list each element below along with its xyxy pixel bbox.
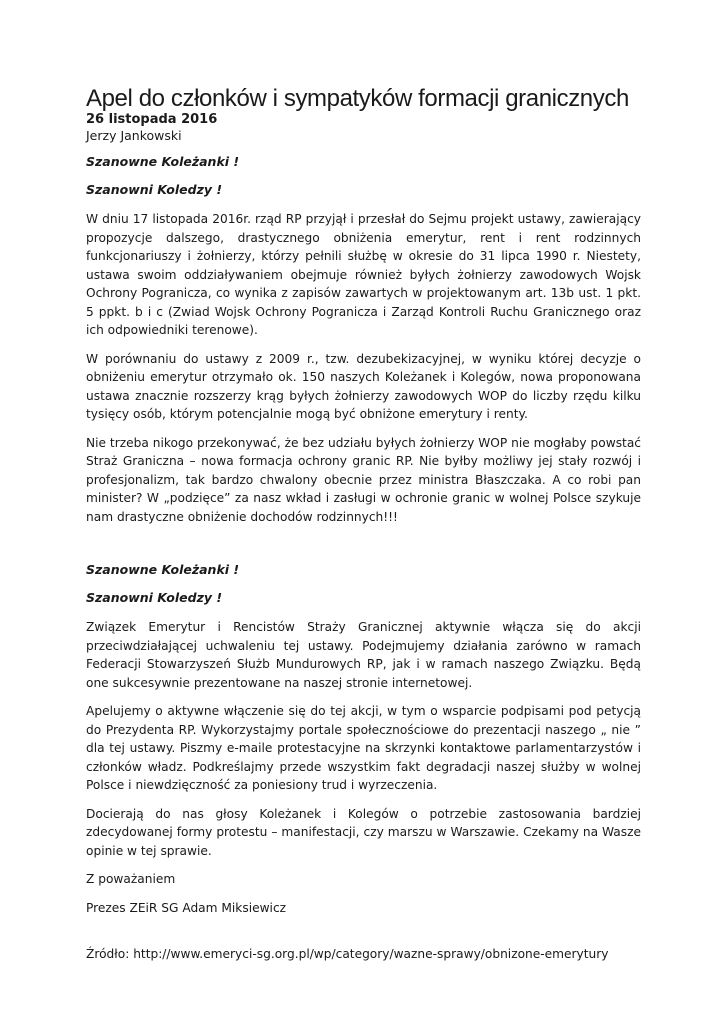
paragraph: Apelujemy o aktywne włączenie się do tej akcji, w tym o wsparcie podpisami pod petycją do Prezydenta RP. Wykorzystajmy portale społecznościowe do prezentacji naszego „ nie ” dla tej ustawy. Piszmy e-maile protestacyjne na skrzynki kontaktowe parlamentarzystów i członków władz. Podkreślajmy przede wszystkim fakt degradacji naszej służby w wolnej Polsce i niewdzięczność za poniesiony trud i wyrzeczenia. [86,704,641,792]
greeting-colleagues-female: Szanowne Koleżanki ! [86,154,240,169]
paragraph: W dniu 17 listopada 2016r. rząd RP przyjął i przesłał do Sejmu projekt ustawy, zawierający propozycje dalszego, drastycznego obniżenia emerytur, rent i rent rodzinnych funkcjonariuszy i żołnierzy, którzy pełnili służbę w okresie do 31 lipca 1990 r. Niestety, ustawa swoim oddziaływaniem obejmuje również byłych żołnierzy zawodowych Wojsk Ochrony Pogranicza, co wynika z zapisów zawartych w projektowanym art. 13b ust. 1 pkt. 5 ppkt. b i c (Zwiad Wojsk Ochrony Pogranicza i Zarząd Kontroli Ruchu Granicznego oraz ich odpowiedniki terenowe). [86,212,641,337]
signature: Prezes ZEiR SG Adam Miksiewicz [86,900,287,915]
document-page [86,86,641,963]
source-link[interactable]: http://www.emeryci-sg.org.pl/wp/category/wazne-sprawy/obnizone-emerytury [133,947,609,961]
paragraph: Nie trzeba nikogo przekonywać, że bez udziału byłych żołnierzy WOP nie mogłaby powstać Straż Graniczna – nowa formacja ochrony granic RP. Nie byłby możliwy jej stały rozwój i profesjonalizm, tak bardzo chwalony obecnie przez ministra Błaszczaka. A co robi pan minister? W „podzięce” za nasz wkład i zasługi w ochronie granic w wolnej Polsce szykuje nam drastyczne obniżenie dochodów rodzinnych!!! [86,435,641,524]
source-label: Źródło: [86,947,134,961]
author-name: Jerzy Jankowski [86,128,182,143]
paragraph: W porównaniu do ustawy z 2009 r., tzw. dezubekizacyjnej, w wyniku której decyzje o obniżeniu emerytur otrzymało ok. 150 naszych Koleżanek i Kolegów, nowa proponowana ustawa znacznie rozszerzy krąg byłych żołnierzy zawodowych WOP do liczby rzędu kilku tysięcy osób, którym potencjalnie mogą być obniżone emerytury i renty. [86,351,641,421]
section-spacer [86,536,641,562]
greeting-colleagues-male: Szanowni Koledzy ! [86,182,223,197]
closing-line: Z poważaniem [86,872,176,886]
source-line [86,945,641,963]
greeting-colleagues-female: Szanowne Koleżanki ! [86,562,240,577]
publication-date: 26 listopada 2016 [86,112,218,127]
document-title: Apel do członków i sympatyków formacji granicznych [86,85,629,112]
paragraph: Związek Emerytur i Rencistów Straży Granicznej aktywnie włącza się do akcji przeciwdziałającej uchwaleniu tej ustawy. Podejmujemy działania zarówno w ramach Federacji Stowarzyszeń Służb Mundurowych RP, jak i w ramach naszego Związku. Będą one sukcesywnie prezentowane na naszej stronie internetowej. [86,620,641,690]
greeting-colleagues-male: Szanowni Koledzy ! [86,590,223,605]
paragraph: Docierają do nas głosy Koleżanek i Kolegów o potrzebie zastosowania bardziej zdecydowanej formy protestu – manifestacji, czy marszu w Warszawie. Czekamy na Wasze opinie w tej sprawie. [86,806,641,858]
